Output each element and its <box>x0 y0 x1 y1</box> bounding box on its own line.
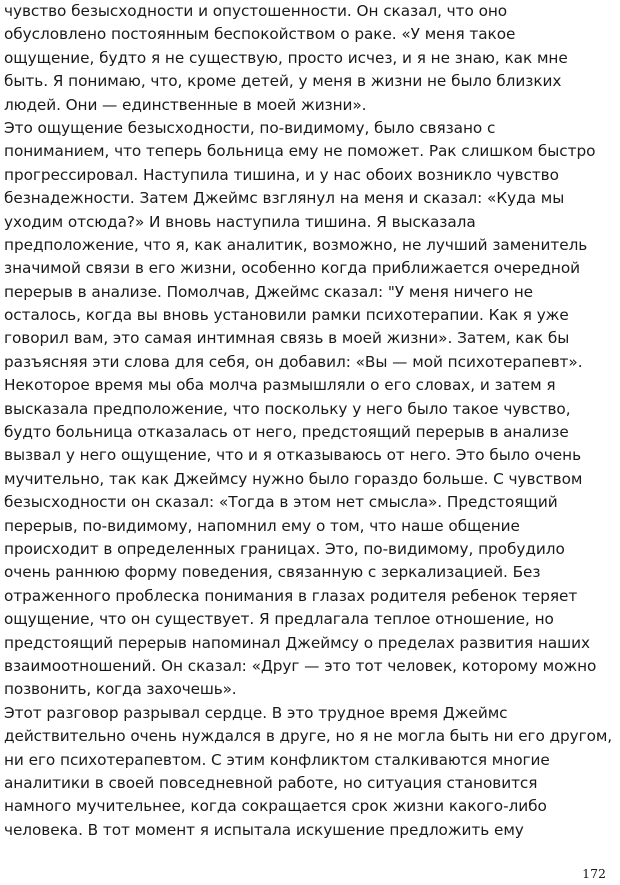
text-line: высказала предположение, что поскольку у него было такое чувство, <box>4 399 571 418</box>
text-line: вызвал у него ощущение, что и я отказываюсь от него. Это было очень <box>4 446 582 465</box>
text-line: обусловлено постоянным беспокойством о раке. «У меня такое <box>4 25 516 44</box>
body-text <box>4 0 616 842</box>
text-line: мучительно, так как Джеймсу нужно было гораздо больше. С чувством <box>4 469 583 488</box>
text-line: предположение, что я, как аналитик, возможно, не лучший заменитель <box>4 235 588 254</box>
text-line: безнадежности. Затем Джеймс взглянул на меня и сказал: «Куда мы <box>4 189 565 208</box>
page-number: 172 <box>582 866 606 881</box>
text-line: отраженного проблеска понимания в глазах родителя ребенок теряет <box>4 586 578 605</box>
text-line: Некоторое время мы оба молча размышляли о его словах, и затем я <box>4 376 556 395</box>
text-line: значимой связи в его жизни, особенно когда приближается очередной <box>4 259 581 278</box>
text-line: очень раннюю форму поведения, связанную с зеркализацией. Без <box>4 563 541 582</box>
text-line: перерыв в анализе. Помолчав, Джеймс сказал: "У меня ничего не <box>4 282 534 301</box>
text-line: позвонить, когда захочешь». <box>4 680 237 699</box>
text-line: человека. В тот момент я испытала искушение предложить ему <box>4 820 524 839</box>
text-line: Это ощущение безысходности, по-видимому, было связано с <box>4 118 496 137</box>
text-line: ощущение, будто я не существую, просто исчез, и я не знаю, как мне <box>4 48 568 67</box>
text-line: ощущение, что он существует. Я предлагала теплое отношение, но <box>4 610 554 629</box>
text-line: людей. Они — единственные в моей жизни». <box>4 95 367 114</box>
text-line: осталось, когда вы вновь установили рамки психотерапии. Как я уже <box>4 306 569 325</box>
text-line: предстоящий перерыв напоминал Джеймсу о пределах развития наших <box>4 633 590 652</box>
text-line: чувство безысходности и опустошенности. Он сказал, что оно <box>4 2 508 20</box>
text-line: пониманием, что теперь больница ему не поможет. Рак слишком быстро <box>4 142 596 161</box>
text-line: намного мучительнее, когда сокращается срок жизни какого-либо <box>4 797 547 816</box>
document-page <box>4 0 616 885</box>
text-line: ни его психотерапевтом. С этим конфликтом сталкиваются многие <box>4 750 550 769</box>
text-line: перерыв, по-видимому, напомнил ему о том, что наше общение <box>4 516 520 535</box>
text-line: происходит в определенных границах. Это, по-видимому, пробудило <box>4 539 565 558</box>
text-line: уходим отсюда?» И вновь наступила тишина. Я высказала <box>4 212 476 231</box>
text-line: быть. Я понимаю, что, кроме детей, у меня в жизни не было близких <box>4 72 562 91</box>
text-line: говорил вам, это самая интимная связь в моей жизни». Затем, как бы <box>4 329 570 348</box>
text-line: прогрессировал. Наступила тишина, и у нас обоих возникло чувство <box>4 165 559 184</box>
text-line: разъясняя эти слова для себя, он добавил: «Вы — мой психотерапевт». <box>4 352 583 371</box>
text-line: действительно очень нуждался в друге, но я не могла быть ни его другом, <box>4 727 613 746</box>
text-line: аналитики в своей повседневной работе, но ситуация становится <box>4 773 538 792</box>
text-line: будто больница отказалась от него, предстоящий перерыв в анализе <box>4 423 569 442</box>
text-line: взаимоотношений. Он сказал: «Друг — это тот человек, которому можно <box>4 656 597 675</box>
text-line: Этот разговор разрывал сердце. В это трудное время Джеймс <box>4 703 508 722</box>
text-line: безысходности он сказал: «Тогда в этом нет смысла». Предстоящий <box>4 493 558 512</box>
